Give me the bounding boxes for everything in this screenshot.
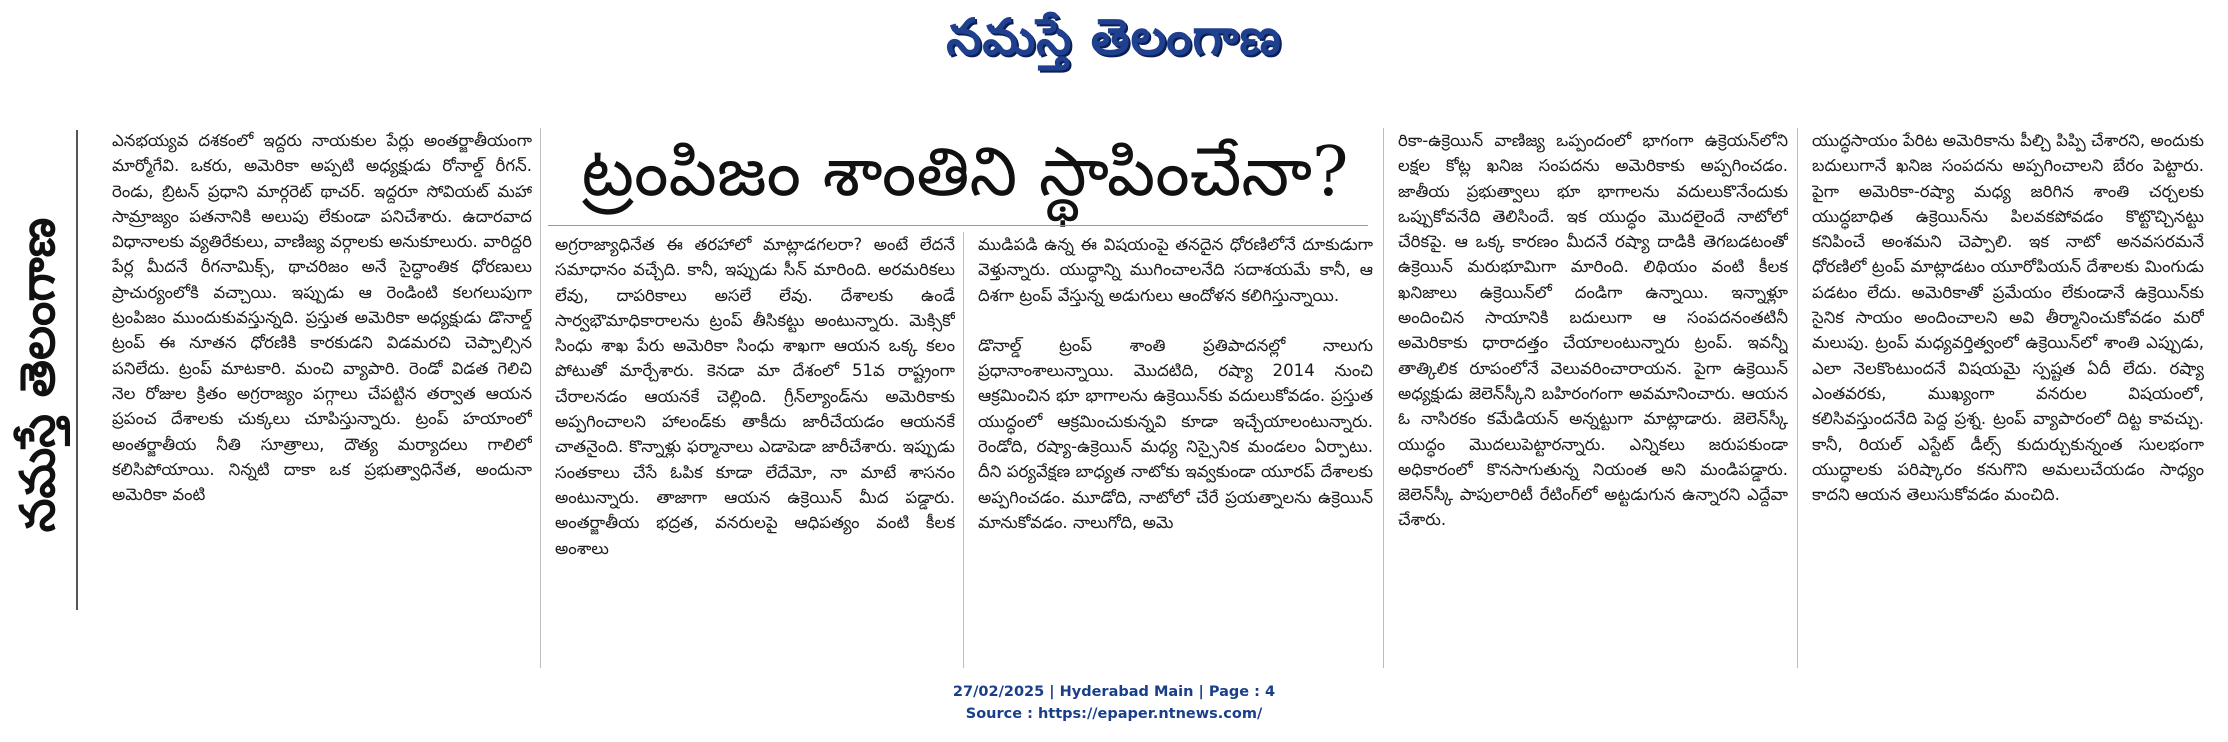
column-2 bbox=[555, 232, 955, 668]
column-4 bbox=[1398, 128, 1788, 668]
column-5-paragraph: యుద్ధసాయం పేరిట అమెరికాను పీల్చి పిప్పి చేశారని, అందుకు బదులుగానే ఖనిజ సంపదను అప్పగించాలని బేరం పెట్టారు. పైగా అమెరికా-రష్యా మధ్య జరిగిన శాంతి చర్చలకు యుద్ధబాధిత ఉక్రెయిన్‌ను పిలవకపోవడం కొట్టొచ్చినట్టు కనిపించే అంశమని చెప్పాలి. ఇక నాటో అనవసరమనే ధోరణిలో ట్రంప్ మాట్లాడటం యూరోపియన్ దేశాలకు మింగుడు పడటం లేదు. అమెరికాతో ప్రమేయం లేకుండానే ఉక్రెయిన్‌కు సైనిక సాయం అందించాలని అవి తీర్మానించుకోవడం మరో మలుపు. ట్రంప్ మధ్యవర్తిత్వంలో ఉక్రెయిన్‌లో శాంతి ఎప్పుడు, ఎలా నెలకొంటుందనే విషయమై స్పష్టత ఏదీ లేదు. రష్యా ఎంతవరకు, ముఖ్యంగా వనరుల విషయంలో, కలిసివస్తుందనేది పెద్ద ప్రశ్న. ట్రంప్ వ్యాపారంలో దిట్ట కావచ్చు. కానీ, రియల్ ఎస్టేట్ డీల్స్ కుదుర్చుకున్నంత సులభంగా యుద్ధాలకు పరిష్కారం కనుగొని అమలుచేయడం సాధ్యం కాదని ఆయన తెలుసుకోవడం మంచిది. bbox=[1812, 131, 2204, 505]
headline-divider bbox=[548, 225, 1368, 226]
column-3-paragraph-1: ముడిపడి ఉన్న ఈ విషయంపై తనదైన ధోరణిలోనే దూకుడుగా వెళ్తున్నారు. యుద్ధాన్ని ముగించాలనేది సదాశయమే కానీ, ఆ దిశగా ట్రంప్ వేస్తున్న అడుగులు ఆందోళన కలిగిస్తున్నాయి. bbox=[978, 235, 1373, 305]
footer-date-line: 27/02/2025 | Hyderabad Main | Page : 4 bbox=[952, 684, 1276, 700]
masthead-logo: నమస్తే తెలంగాణ bbox=[946, 8, 1282, 66]
side-divider bbox=[76, 130, 78, 610]
footer-source-link[interactable]: Source : https://epaper.ntnews.com/ bbox=[965, 706, 1263, 722]
column-divider bbox=[1383, 128, 1384, 668]
side-logo-text: నమస్తే తెలంగాణ bbox=[9, 217, 66, 533]
column-1 bbox=[112, 128, 532, 668]
column-divider bbox=[963, 232, 964, 668]
column-4-paragraph: రికా-ఉక్రెయిన్ వాణిజ్య ఒప్పందంలో భాగంగా ఉక్రెయన్‌లోని లక్షల కోట్ల ఖనిజ సంపదను అమెరికాకు అప్పగించడం. జాతీయ ప్రభుత్వాలు భూ భాగాలను వదులుకొనేందుకు ఒప్పుకోవనేది తెలిసిందే. ఇక యుద్ధం మొదలైందే నాటోలో చేరికపై. ఆ ఒక్క కారణం మీదనే రష్యా దాడికి తెగబడటంతో ఉక్రెయిన్ మరుభూమిగా మారింది. లిథియం వంటి కీలక ఖనిజాలు ఉక్రెయిన్‌లో దండిగా ఉన్నాయి. ఇన్నాళ్లూ అందించిన సాయానికి బదులుగా ఆ సంపదనంతటినీ అమెరికాకు ధారాదత్తం చేయాలంటున్నారు ట్రంప్. ఇవన్నీ తాత్కిలిక రూపంలోనే వెలువరించారాయన. పైగా ఉక్రెయిన్ అధ్యక్షుడు జెలెన్‌స్కీని బహిరంగంగా అవమానించారు. ఆయన ఓ నాసిరకం కమేడియన్ అన్నట్టుగా మాట్లాడారు. జెలెన్‌స్కీ యుద్ధం మొదలుపెట్టారన్నారు. ఎన్నికలు జరుపకుండా అధికారంలో కొనసాగుతున్న నియంత అని మండిపడ్డారు. జెలెన్‌స్కీ పాపులారిటీ రేటింగ్‌లో అట్టడుగున ఉన్నారని ఎద్దేవా చేశారు. bbox=[1398, 131, 1788, 530]
column-3-paragraph-2: డొనాల్డ్ ట్రంప్ శాంతి ప్రతిపాదనల్లో నాలుగు ప్రధానాంశాలున్నాయి. మొదటిది, రష్యా 2014 నుంచి ఆక్రమించిన భూ భాగాలను ఉక్రెయిన్‌కు వదులుకోవడం. ప్రస్తుత యుద్ధంలో ఆక్రమించుకున్నవి కూడా ఇచ్చేయాలంటున్నారు. రెండోది, రష్యా-ఉక్రెయిన్ మధ్య నిస్సైనిక మండలం ఏర్పాటు. దీని పర్యవేక్షణ బాధ్యత నాటోకు ఇవ్వకుండా యూరప్ దేశాలకు అప్పగించడం. మూడోది, నాటోలో చేరే ప్రయత్నాలను ఉక్రెయిన్ మానుకోవడం. నాలుగోది, అమె bbox=[978, 335, 1373, 532]
column-5 bbox=[1812, 128, 2204, 668]
headline: ట్రంపిజం శాంతిని స్థాపించేనా? bbox=[581, 133, 1349, 212]
column-1-paragraph: ఎనభయ్యవ దశకంలో ఇద్దరు నాయకుల పేర్లు అంతర్జాతీయంగా మార్మోగేవి. ఒకరు, అమెరికా అప్పటి అధ్యక్షుడు రోనాల్డ్ రీగన్. రెండు, బ్రిటన్ ప్రధాని మార్గరెట్ థాచర్. ఇద్దరూ సోవియట్ మహా సామ్రాజ్యం పతనానికి అలుపు లేకుండా పనిచేశారు. ఉదారవాద విధానాలకు వ్యతిరేకులు, వాణిజ్య వర్గాలకు అనుకూలురు. వారిద్దరి పేర్ల మీదనే రీగనామిక్స్, థాచరిజం అనే సైద్ధాంతిక ధోరణులు ప్రాచుర్యంలోకి వచ్చాయి. ఇప్పుడు ఆ రెండింటి కలగలుపుగా ట్రంపిజం ముందుకువస్తున్నది. ప్రస్తుత అమెరికా అధ్యక్షుడు డొనాల్డ్ ట్రంప్ ఈ నూతన ధోరణికి కారకుడని విడమరచి చెప్పాల్సిన పనిలేదు. ట్రంప్ మాటకారి. మంచి వ్యాపారి. రెండో విడత గెలిచి నెల రోజుల క్రితం అగ్రరాజ్యం పగ్గాలు చేపట్టిన తర్వాత ఆయన ప్రపంచ దేశాలకు చుక్కలు చూపిస్తున్నారు. ట్రంప్ హయాంలో అంతర్జాతీయ నీతి సూత్రాలు, దౌత్య మర్యాదలు గాలిలో కలిసిపోయాయి. నిన్నటి దాకా ఒక ప్రభుత్వాధినేత, అందునా అమెరికా వంటి bbox=[112, 131, 532, 505]
column-3 bbox=[978, 232, 1373, 668]
column-2-paragraph: అగ్రరాజ్యాధినేత ఈ తరహాలో మాట్లాడగలరా? అంటే లేదనే సమాధానం వచ్చేది. కానీ, ఇప్పుడు సీన్ మారింది. అరమరికలు లేవు, దాపరికాలు అసలే లేవు. దేశాలకు ఉండే సార్వభౌమాధికారాలను ట్రంప్ తీసికట్టు అంటున్నారు. మెక్సికో సింధు శాఖ పేరు అమెరికా సింధు శాఖగా ఆయన ఒక్క కలం పోటుతో మార్చేశారు. కెనడా మా దేశంలో 51వ రాష్ట్రంగా చేరాలనడం ఆయనకే చెల్లింది. గ్రీన్‌ల్యాండ్‌ను అమెరికాకు అప్పగించాలని హాలండ్‌కు తాకీదు జారీచేయడం ఆయనకే చాతనైంది. కొన్నాళ్లు ఫర్మానాలు ఎడాపెడా జారీచేశారు. ఇప్పుడు సంతకాలు చేసే ఓపిక కూడా లేదేమో, నా మాటే శాసనం అంటున్నారు. తాజాగా ఆయన ఉక్రెయిన్ మీద పడ్డారు. అంతర్జాతీయ భద్రత, వనరులపై ఆధిపత్యం వంటి కీలక అంశాలు bbox=[555, 235, 955, 558]
side-logo bbox=[9, 165, 71, 585]
masthead bbox=[0, 0, 2228, 80]
column-divider bbox=[1797, 128, 1798, 668]
column-divider bbox=[540, 128, 541, 668]
